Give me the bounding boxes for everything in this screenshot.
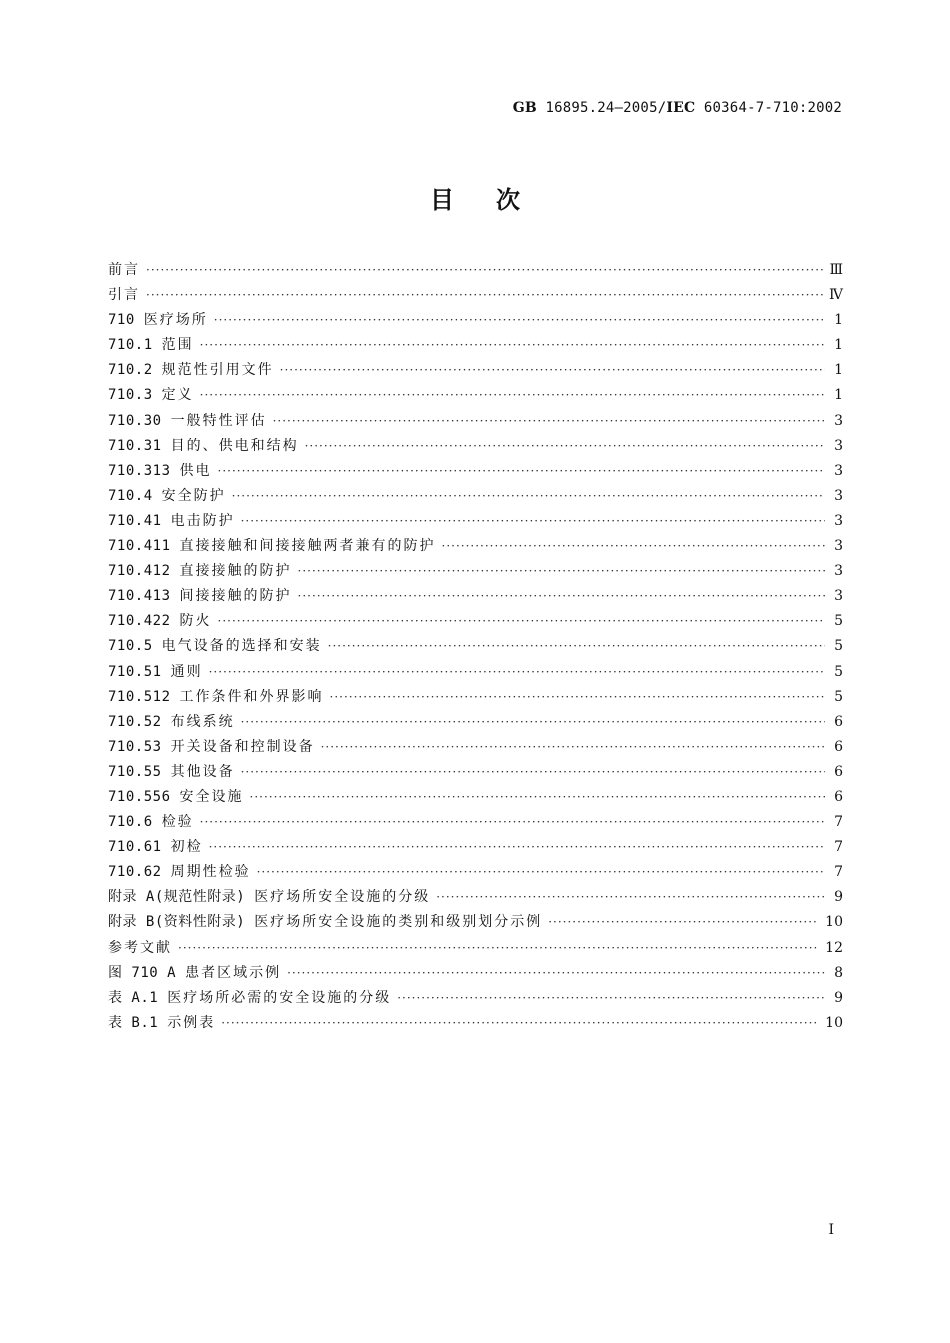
toc-entry-label: 引言 [108,287,140,304]
toc-entry-label: 间接接触的防护 [179,588,292,605]
toc-entry-number: 附录 A(规范性附录) [108,889,246,906]
toc-entry[interactable] [108,435,843,460]
toc-entry[interactable] [108,761,843,786]
toc-entry[interactable] [108,535,843,560]
toc-entry-label: 直接接触和间接接触两者兼有的防护 [179,538,436,555]
toc-entry[interactable] [108,410,843,435]
toc-entry[interactable] [108,811,843,836]
toc-entry-page: 6 [834,763,843,780]
toc-entry-page: 3 [834,588,843,605]
toc-entry-number: 710.52 [108,713,162,730]
toc-entry[interactable] [108,334,843,359]
toc-entry[interactable] [108,886,843,911]
table-of-contents [108,259,843,1037]
toc-entry-number: 710.6 [108,814,153,831]
toc-entry[interactable] [108,711,843,736]
toc-entry-page: 6 [834,738,843,755]
toc-leader-dots [241,715,825,729]
toc-leader-dots [250,790,825,804]
toc-entry-label: 医疗场所安全设施的分级 [254,889,431,906]
toc-entry-page: 10 [825,1014,843,1031]
toc-entry[interactable] [108,911,843,936]
toc-entry[interactable] [108,384,843,409]
toc-entry-page: 1 [834,312,843,329]
toc-leader-dots [232,489,825,503]
standard-code: 16895.24—2005/ [536,100,667,116]
toc-entry-number: 710.62 [108,864,162,881]
toc-entry-page: 9 [834,889,843,906]
toc-entry-page: Ⅲ [829,262,843,278]
toc-leader-dots [298,589,825,603]
toc-leader-dots [321,740,825,754]
toc-entry-label: 周期性检验 [170,864,251,881]
toc-entry[interactable] [108,585,843,610]
toc-entry[interactable] [108,610,843,635]
toc-entry-number: 710.31 [108,437,162,454]
toc-entry[interactable] [108,284,843,309]
toc-entry-number: 710.61 [108,839,162,856]
toc-entry-page: 6 [834,788,843,805]
toc-entry-number: 710.53 [108,738,162,755]
toc-entry-label: 参考文献 [108,939,172,956]
toc-entry-page: 1 [834,387,843,404]
toc-leader-dots [548,915,819,929]
toc-entry-page: 3 [834,437,843,454]
page-number: Ⅰ [828,1222,834,1238]
toc-entry-number: 710.1 [108,337,153,354]
toc-leader-dots [305,439,825,453]
toc-entry-label: 患者区域示例 [185,964,282,981]
toc-leader-dots [330,690,825,704]
toc-entry-label: 范围 [161,337,194,354]
toc-entry-number: 710.3 [108,387,153,404]
toc-entry-page: 5 [834,638,843,655]
toc-leader-dots [218,614,825,628]
toc-entry-number: 710.411 [108,538,171,555]
toc-leader-dots [280,363,825,377]
toc-leader-dots [241,765,825,779]
toc-entry-label: 安全设施 [179,788,244,805]
toc-entry-label: 示例表 [167,1014,216,1031]
toc-entry-number: 710 [108,312,135,329]
toc-entry-page: 5 [834,663,843,680]
toc-entry-label: 布线系统 [170,713,235,730]
toc-entry-label: 电气设备的选择和安装 [161,638,322,655]
toc-entry[interactable] [108,686,843,711]
toc-entry-number: 710.5 [108,638,153,655]
toc-entry-number: 表 B.1 [108,1014,159,1031]
toc-entry-page: 8 [834,964,843,981]
toc-entry-label: 开关设备和控制设备 [170,738,315,755]
toc-entry-page: 3 [834,563,843,580]
toc-entry[interactable] [108,937,843,962]
toc-leader-dots [178,941,819,955]
toc-entry[interactable] [108,485,843,510]
toc-leader-dots [209,840,825,854]
toc-entry-number: 710.55 [108,763,162,780]
iec-code: 60364-7-710:2002 [695,100,842,116]
toc-entry-label: 安全防护 [161,487,226,504]
toc-entry-number: 710.51 [108,663,162,680]
toc-entry[interactable] [108,460,843,485]
toc-leader-dots [209,665,825,679]
toc-leader-dots [273,414,825,428]
toc-entry[interactable] [108,962,843,987]
toc-entry[interactable] [108,635,843,660]
toc-entry-label: 初检 [170,839,203,856]
toc-entry-label: 工作条件和外界影响 [179,688,324,705]
toc-entry-page: 1 [834,337,843,354]
toc-entry[interactable] [108,560,843,585]
toc-leader-dots [146,263,823,277]
toc-entry-page: 9 [834,989,843,1006]
toc-leader-dots [200,388,825,402]
toc-leader-dots [241,514,825,528]
toc-entry-number: 710.556 [108,788,171,805]
toc-entry-page: 3 [834,487,843,504]
toc-leader-dots [200,815,825,829]
toc-entry-page: 3 [834,538,843,555]
toc-entry[interactable] [108,1012,843,1037]
toc-entry-page: 3 [834,412,843,429]
toc-entry-number: 图 710 A [108,964,177,981]
toc-entry-label: 一般特性评估 [170,412,267,429]
toc-entry-page: 1 [834,362,843,379]
toc-entry-page: 5 [834,613,843,630]
toc-entry-number: 710.413 [108,588,171,605]
iec-prefix: IEC [666,100,696,116]
toc-entry-page: 12 [825,939,843,956]
toc-entry-number: 710.512 [108,688,171,705]
toc-entry[interactable] [108,259,843,284]
toc-entry-number: 710.41 [108,512,162,529]
toc-entry-label: 医疗场所安全设施的类别和级别划分示例 [254,914,543,931]
toc-entry-number: 710.2 [108,362,153,379]
toc-entry-page: 3 [834,512,843,529]
toc-leader-dots [257,865,825,879]
standard-prefix: GB [512,100,537,116]
toc-entry-number: 710.422 [108,613,171,630]
toc-entry-label: 供电 [179,462,212,479]
toc-entry-label: 前言 [108,262,140,278]
toc-entry-number: 710.313 [108,462,171,479]
toc-leader-dots [436,890,825,904]
standard-header [513,100,842,116]
toc-entry-number: 710.412 [108,563,171,580]
toc-entry-label: 规范性引用文件 [161,362,274,379]
toc-leader-dots [146,288,823,302]
toc-entry[interactable] [108,359,843,384]
toc-entry-label: 通则 [170,663,203,680]
toc-entry-page: 5 [834,688,843,705]
toc-entry[interactable] [108,861,843,886]
page-title: 目次 [430,186,562,214]
toc-entry-label: 电击防护 [170,512,235,529]
toc-entry-label: 其他设备 [170,763,235,780]
toc-entry-label: 防火 [179,613,212,630]
toc-entry[interactable] [108,510,843,535]
toc-entry-label: 检验 [161,814,194,831]
toc-entry-page: 6 [834,713,843,730]
toc-entry-number: 表 A.1 [108,989,159,1006]
toc-entry-label: 医疗场所必需的安全设施的分级 [167,989,392,1006]
toc-entry-label: 目的、供电和结构 [170,437,299,454]
toc-leader-dots [298,564,825,578]
toc-entry-label: 直接接触的防护 [179,563,292,580]
toc-entry-page: 7 [834,814,843,831]
toc-leader-dots [442,539,825,553]
toc-entry[interactable] [108,987,843,1012]
toc-entry[interactable] [108,736,843,761]
toc-entry-page: 7 [834,864,843,881]
toc-entry-label: 定义 [161,387,194,404]
toc-entry[interactable] [108,661,843,686]
toc-entry-number: 附录 B(资料性附录) [108,914,246,931]
toc-entry-number: 710.30 [108,412,162,429]
toc-entry[interactable] [108,786,843,811]
toc-entry-page: 3 [834,462,843,479]
toc-entry-page: Ⅳ [829,287,843,304]
toc-leader-dots [218,464,825,478]
toc-entry[interactable] [108,309,843,334]
toc-entry[interactable] [108,836,843,861]
toc-entry-number: 710.4 [108,487,153,504]
toc-leader-dots [328,639,825,653]
toc-leader-dots [200,338,825,352]
toc-leader-dots [214,313,825,327]
toc-leader-dots [221,1016,819,1030]
toc-entry-label: 医疗场所 [143,312,208,329]
toc-leader-dots [287,966,825,980]
toc-leader-dots [397,991,825,1005]
toc-entry-page: 10 [825,914,843,931]
toc-entry-page: 7 [834,839,843,856]
